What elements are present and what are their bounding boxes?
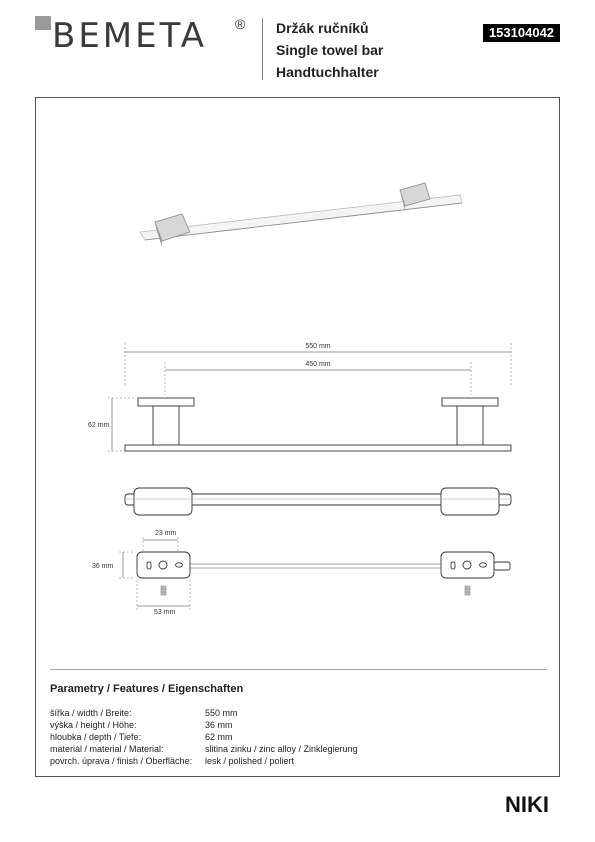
top-view bbox=[125, 488, 511, 515]
plate-view bbox=[119, 537, 510, 610]
spec-label: materiál / material / Material: bbox=[50, 744, 164, 754]
spec-value: 62 mm bbox=[205, 732, 233, 742]
spec-value: 36 mm bbox=[205, 720, 233, 730]
title-en: Single towel bar bbox=[276, 42, 384, 58]
screw-icon bbox=[161, 586, 166, 595]
spec-value: lesk / polished / poliert bbox=[205, 756, 295, 766]
registered-mark: ® bbox=[235, 16, 246, 32]
brand-name: BEMETA bbox=[52, 16, 208, 56]
dim-depth: 62 mm bbox=[88, 422, 110, 429]
dim-plate-holes: 23 mm bbox=[155, 530, 177, 537]
dim-plate-height: 36 mm bbox=[92, 563, 114, 570]
title-cz: Držák ručníků bbox=[276, 20, 369, 36]
series-name: NIKI bbox=[505, 792, 549, 817]
front-view bbox=[108, 343, 511, 451]
product-render bbox=[140, 183, 462, 247]
spec-label: výška / height / Höhe: bbox=[50, 720, 137, 730]
features-heading: Parametry / Features / Eigenschaften bbox=[50, 683, 244, 695]
dim-overall-width: 550 mm bbox=[305, 343, 331, 350]
spec-label: hloubka / depth / Tiefe: bbox=[50, 732, 142, 742]
dim-mount-span: 450 mm bbox=[305, 361, 331, 368]
title-de: Handtuchhalter bbox=[276, 64, 379, 80]
technical-drawing bbox=[36, 98, 559, 663]
spec-label: šířka / width / Breite: bbox=[50, 708, 132, 718]
section-divider bbox=[50, 669, 547, 670]
product-code-badge: 153104042 bbox=[483, 24, 560, 42]
spec-label: povrch. úprava / finish / Oberfläche: bbox=[50, 756, 193, 766]
spec-value: slitina zinku / zinc alloy / Zinklegierung bbox=[205, 744, 358, 754]
dim-plate-width: 53 mm bbox=[154, 609, 176, 616]
logo-mark-icon bbox=[35, 16, 53, 46]
screw-icon bbox=[465, 586, 470, 595]
spec-value: 550 mm bbox=[205, 708, 238, 718]
header-divider bbox=[262, 18, 263, 80]
